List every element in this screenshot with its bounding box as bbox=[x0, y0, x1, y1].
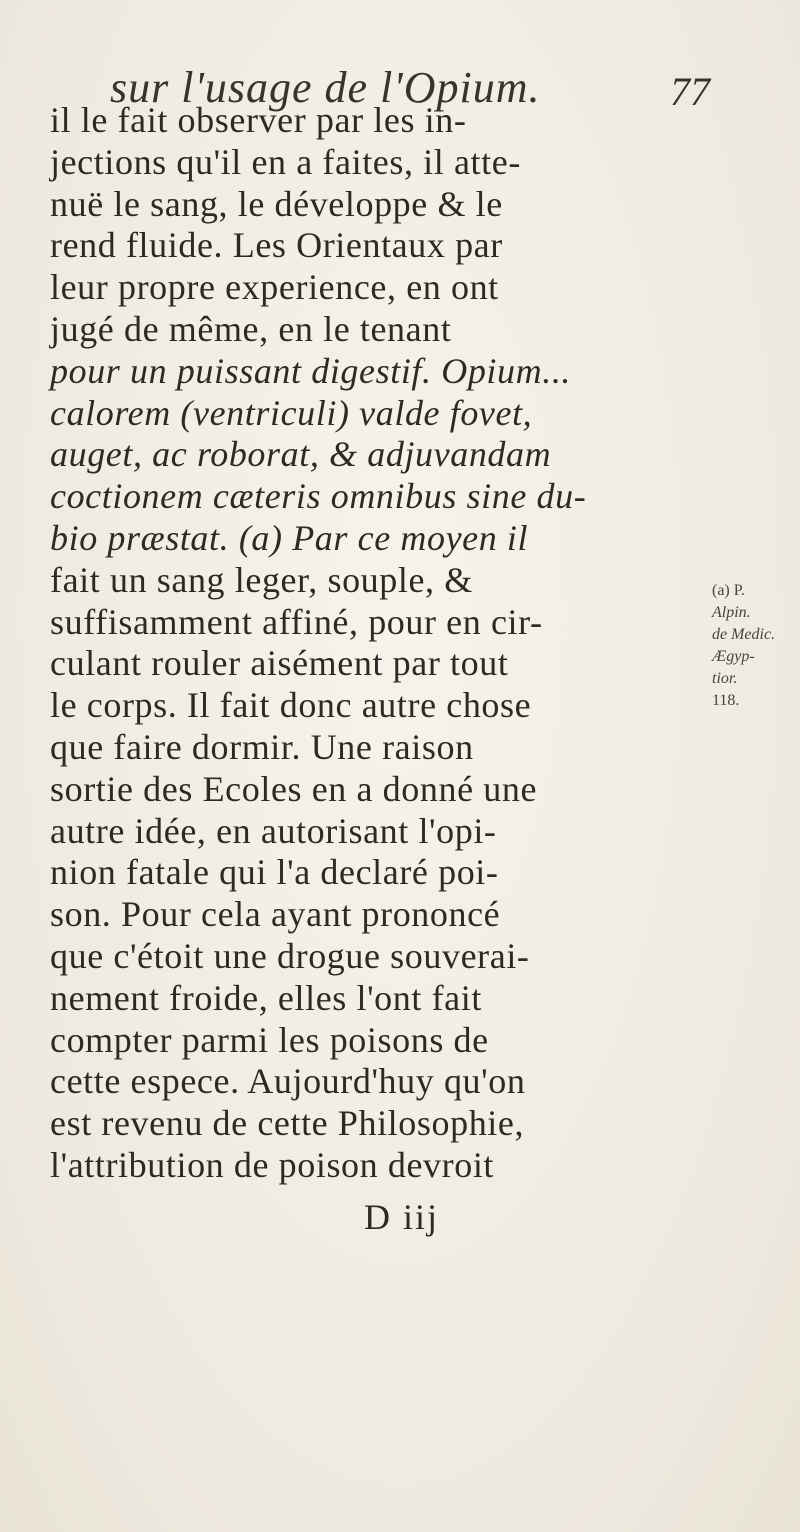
text-line: il le fait observer par les in- bbox=[50, 100, 467, 140]
text-line: coctionem cæteris omnibus sine du- bbox=[50, 476, 587, 517]
text-line: compter parmi les poisons de bbox=[50, 1019, 489, 1060]
margin-note-line: de Medic. bbox=[712, 626, 776, 643]
text-line: pour un puissant digestif. Opium... bbox=[50, 350, 572, 391]
text-line: suffisamment affiné, pour en cir- bbox=[50, 601, 543, 642]
text-line: nement froide, elles l'ont fait bbox=[50, 977, 482, 1018]
text-line: nuë le sang, le développe & le bbox=[50, 183, 503, 224]
margin-note-line: (a) P. bbox=[712, 582, 745, 599]
body-text bbox=[50, 100, 690, 1187]
text-line: fait un sang leger, souple, & bbox=[50, 559, 473, 600]
text-line: l'attribution de poison devroit bbox=[50, 1144, 495, 1185]
margin-note-line: Ægyp- bbox=[712, 648, 755, 665]
text-line: auget, ac roborat, & adjuvandam bbox=[50, 434, 552, 475]
text-line: son. Pour cela ayant prononcé bbox=[50, 894, 501, 935]
text-line: cette espece. Aujourd'huy qu'on bbox=[50, 1061, 526, 1102]
text-line: le corps. Il fait donc autre chose bbox=[50, 685, 532, 726]
text-line: que faire dormir. Une raison bbox=[50, 726, 474, 767]
margin-note-line: tior. bbox=[712, 670, 738, 687]
text-line: que c'étoit une drogue souverai- bbox=[50, 935, 530, 976]
text-line: est revenu de cette Philosophie, bbox=[50, 1103, 525, 1144]
text-line: nion fatale qui l'a declaré poi- bbox=[50, 852, 499, 893]
text-line: jections qu'il en a faites, il atte- bbox=[50, 141, 521, 182]
margin-note-line: 118. bbox=[712, 692, 740, 709]
page-number: 77 bbox=[670, 69, 710, 114]
running-title: sur l'usage de l'Opium. bbox=[110, 63, 541, 112]
margin-note-line: Alpin. bbox=[712, 604, 751, 621]
text-line: calorem (ventriculi) valde fovet, bbox=[50, 392, 533, 433]
text-line: leur propre experience, en ont bbox=[50, 267, 499, 308]
text-line: rend fluide. Les Orientaux par bbox=[50, 225, 503, 266]
signature-mark: D iij bbox=[364, 1197, 440, 1237]
margin-note bbox=[712, 580, 792, 712]
text-line: bio præstat. (a) Par ce moyen il bbox=[50, 517, 529, 558]
text-line: culant rouler aisément par tout bbox=[50, 643, 509, 684]
text-line: autre idée, en autorisant l'opi- bbox=[50, 810, 497, 851]
text-line: jugé de même, en le tenant bbox=[50, 308, 452, 349]
text-line: sortie des Ecoles en a donné une bbox=[50, 768, 538, 809]
